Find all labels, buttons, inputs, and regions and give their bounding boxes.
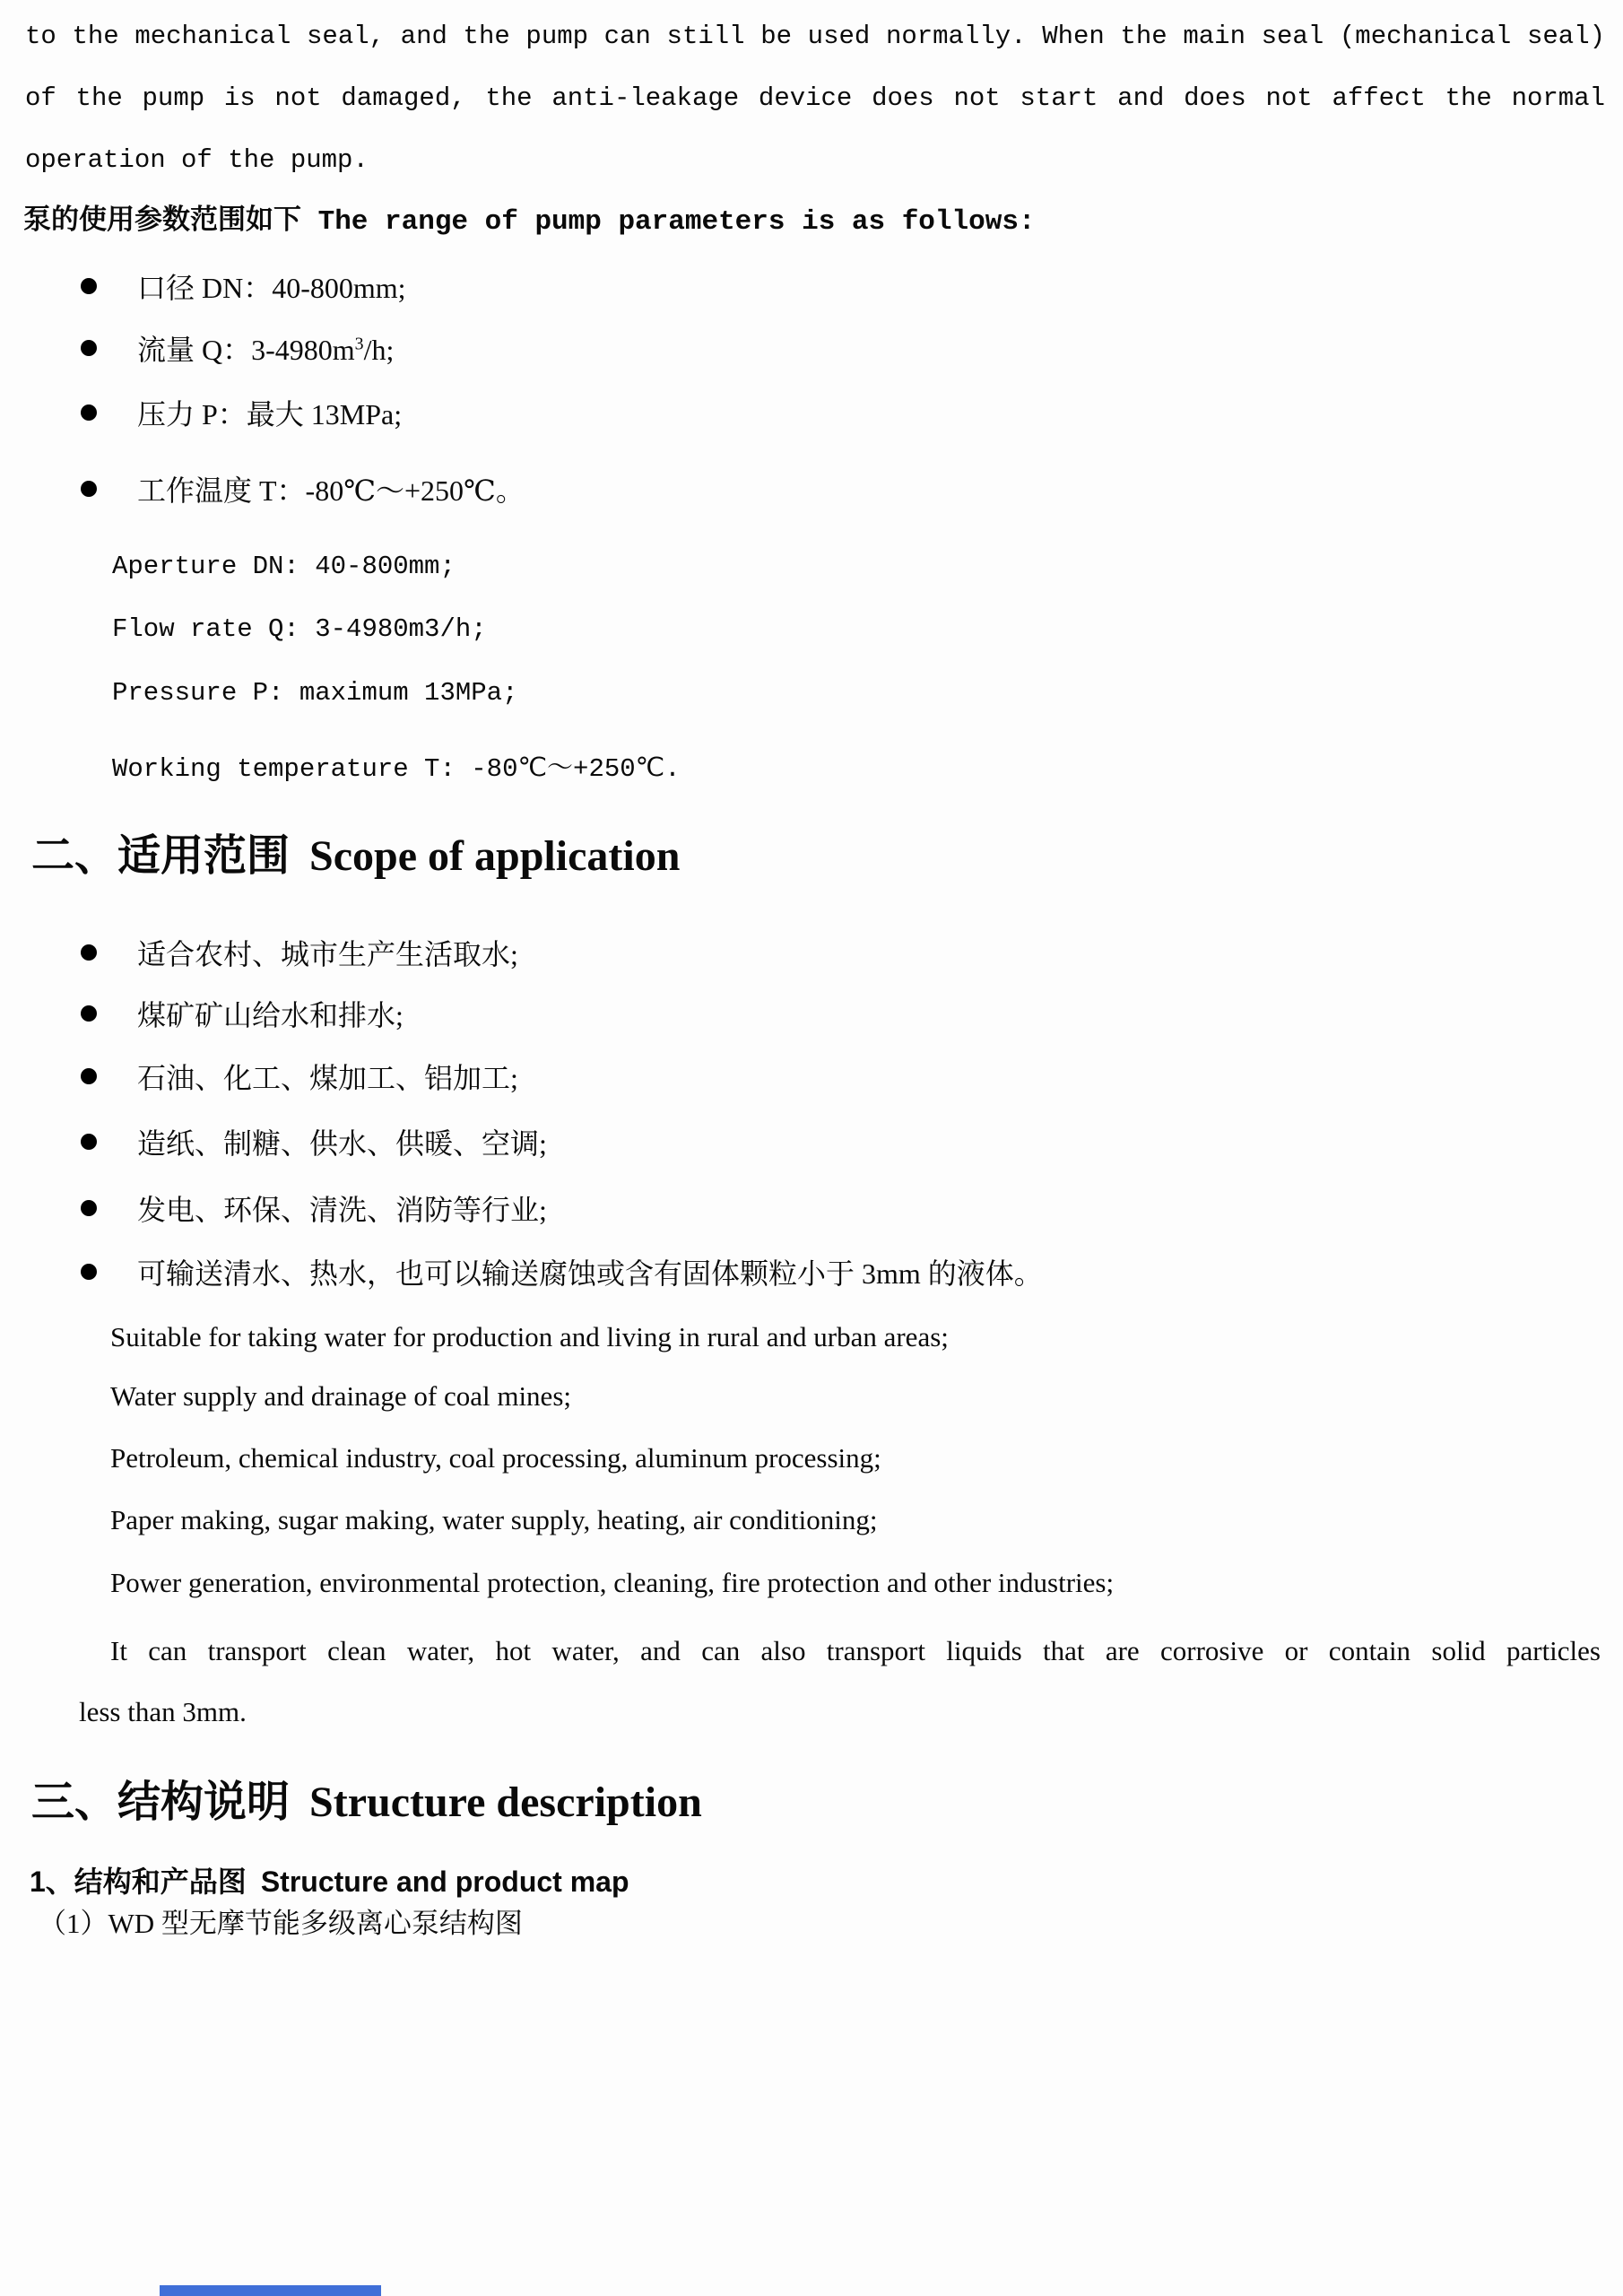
scope-en-5: Power generation, environmental protection, cleaning, fire protection and other industries;	[110, 1567, 1115, 1598]
param-bullet-flow	[81, 328, 394, 368]
intro-line-1: to the mechanical seal, and the pump can still be used normally. When the main seal (mechanical seal)	[25, 22, 1605, 51]
intro-line-2: of the pump is not damaged, the anti-leakage device does not start and does not affect the normal	[25, 83, 1605, 113]
bullet-dot-icon	[81, 278, 97, 294]
scope-en-3: Petroleum, chemical industry, coal processing, aluminum processing;	[110, 1442, 881, 1474]
scope-bullet-3-text: 石油、化工、煤加工、铝加工;	[137, 1062, 518, 1094]
section-heading-scope	[31, 828, 680, 885]
param-en-temperature: Working temperature T: -80℃～+250℃.	[112, 754, 681, 784]
figure-caption: （1）WD 型无摩节能多级离心泵结构图	[39, 1908, 523, 1939]
bullet-dot-icon	[81, 1005, 97, 1022]
param-bullet-flow-text: 流量 Q：$3-4980m^3/h$;	[137, 334, 395, 366]
scope-bullet-5-text: 发电、环保、清洗、消防等行业;	[137, 1194, 547, 1226]
scope-bullet-6	[81, 1252, 1043, 1292]
superscript-3: 3	[354, 334, 364, 354]
param-bullet-diameter-text: 口径 DN：40-800mm;	[137, 272, 406, 304]
section-heading-scope-en: Scope of application	[309, 832, 681, 880]
bullet-dot-icon	[81, 481, 97, 497]
diagram-image-top-sliver	[160, 2285, 381, 2296]
scope-bullet-4-text: 造纸、制糖、供水、供暖、空调;	[137, 1127, 547, 1160]
intro-line-3: operation of the pump.	[25, 145, 369, 175]
scope-bullet-3	[81, 1057, 518, 1096]
subheading-structure-map-en: Structure and product map	[260, 1866, 629, 1898]
scope-en-2: Water supply and drainage of coal mines;	[110, 1380, 571, 1412]
parameter-range-lead: 泵的使用参数范围如下 The range of pump parameters is as follows:	[23, 206, 1036, 238]
scope-bullet-6-text: 可输送清水、热水，也可以输送腐蚀或含有固体颗粒小于 3mm 的液体。	[137, 1257, 1043, 1290]
subheading-structure-map	[30, 1862, 629, 1901]
bullet-dot-icon	[81, 340, 97, 356]
scope-en-4: Paper making, sugar making, water supply, heating, air conditioning;	[110, 1504, 878, 1535]
bullet-dot-icon	[81, 1134, 97, 1150]
section-heading-structure	[31, 1774, 702, 1831]
param-en-flow: Flow rate Q: 3-4980m3/h;	[112, 614, 487, 644]
intro-paragraph	[25, 5, 1605, 191]
param-bullet-pressure	[81, 393, 402, 432]
bullet-dot-icon	[81, 404, 97, 421]
section-heading-scope-zh: 二、适用范围	[31, 832, 291, 880]
param-en-aperture: Aperture DN: 40-800mm;	[112, 552, 456, 581]
param-bullet-pressure-text: 压力 P：最大 13MPa;	[137, 398, 403, 430]
scope-bullet-2	[81, 994, 404, 1033]
scope-bullet-5	[81, 1188, 547, 1228]
bullet-dot-icon	[81, 1068, 97, 1084]
param-bullet-temperature	[81, 469, 525, 509]
param-bullet-temperature-text: 工作温度 T：-80℃～+250℃。	[137, 474, 525, 507]
param-bullet-diameter	[81, 266, 406, 306]
scope-bullet-1	[81, 933, 518, 972]
scope-en-1: Suitable for taking water for production and living in rural and urban areas;	[110, 1321, 949, 1352]
param-en-pressure: Pressure P: maximum 13MPa;	[112, 678, 518, 708]
subheading-structure-map-zh: 1、结构和产品图	[30, 1866, 247, 1898]
scope-bullet-1-text: 适合农村、城市生产生活取水;	[137, 938, 518, 970]
scope-en-6: It can transport clean water, hot water, and can also transport liquids that are corrosive or contain solid particles	[110, 1635, 1601, 1666]
scope-bullet-2-text: 煤矿矿山给水和排水;	[137, 999, 404, 1031]
section-heading-structure-zh: 三、结构说明	[31, 1779, 291, 1826]
bullet-dot-icon	[81, 1264, 97, 1280]
section-heading-structure-en: Structure description	[309, 1779, 702, 1826]
scope-bullet-4	[81, 1122, 547, 1161]
bullet-dot-icon	[81, 944, 97, 961]
scope-en-6-tail: less than 3mm.	[79, 1696, 247, 1727]
bullet-dot-icon	[81, 1200, 97, 1216]
